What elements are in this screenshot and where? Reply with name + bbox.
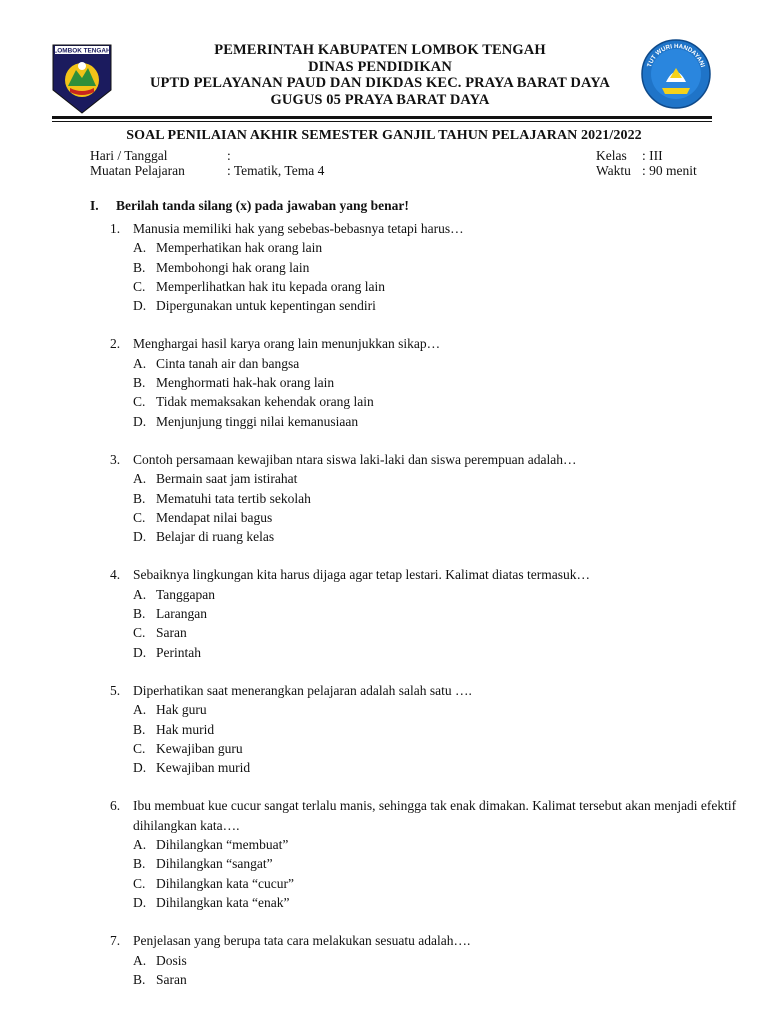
option-letter: B. — [133, 259, 146, 275]
letterhead-line: UPTD PELAYANAN PAUD DAN DIKDAS KEC. PRAYA BARAT DAYA — [149, 75, 611, 91]
question-number: 5. — [110, 682, 121, 698]
answer-option — [110, 527, 750, 546]
section-heading — [90, 198, 409, 214]
answer-option — [110, 970, 750, 989]
question-number: 2. — [110, 336, 121, 352]
option-text: Mematuhi tata tertib sekolah — [156, 490, 311, 506]
question-text: Sebaiknya lingkungan kita harus dijaga agar tetap lestari. Kalimat diatas termasuk… — [133, 567, 590, 583]
logo-left-caption: LOMBOK TENGAH — [53, 47, 111, 55]
option-letter: D. — [133, 413, 147, 429]
answer-option — [110, 835, 750, 854]
option-letter: B. — [133, 856, 146, 872]
option-letter: C. — [133, 740, 146, 756]
lombok-tengah-logo — [52, 42, 112, 114]
question-line — [110, 219, 750, 238]
answer-option — [110, 296, 750, 315]
option-text: Cinta tanah air dan bangsa — [156, 355, 300, 371]
exam-meta — [90, 147, 697, 187]
option-letter: B. — [133, 375, 146, 391]
option-letter: A. — [133, 952, 147, 968]
question-line — [110, 796, 750, 835]
question-line — [110, 450, 750, 469]
answer-option — [110, 412, 750, 431]
option-letter: C. — [133, 625, 146, 641]
answer-option — [110, 874, 750, 893]
tut-wuri-handayani-logo — [640, 38, 712, 110]
answer-option — [110, 951, 750, 970]
answer-option — [110, 739, 750, 758]
answer-option — [110, 373, 750, 392]
question-item — [110, 450, 750, 546]
option-text: Dihilangkan “sangat” — [156, 856, 273, 872]
option-letter: D. — [133, 760, 147, 776]
option-letter: A. — [133, 355, 147, 371]
section-instruction: Berilah tanda silang (x) pada jawaban yang benar! — [116, 198, 409, 213]
letterhead-line: PEMERINTAH KABUPATEN LOMBOK TENGAH — [214, 42, 546, 58]
option-letter: C. — [133, 278, 146, 294]
question-text: Contoh persamaan kewajiban ntara siswa laki-laki dan siswa perempuan adalah… — [133, 451, 577, 467]
question-item — [110, 334, 750, 430]
option-letter: A. — [133, 471, 147, 487]
option-text: Hak murid — [156, 721, 215, 737]
option-letter: D. — [133, 894, 147, 910]
question-number: 7. — [110, 933, 121, 949]
question-line — [110, 931, 750, 950]
answer-option — [110, 758, 750, 777]
question-text: Penjelasan yang berupa tata cara melakukan sesuatu adalah…. — [133, 933, 471, 949]
waktu-label: Waktu — [596, 163, 631, 178]
option-letter: D. — [133, 644, 147, 660]
answer-option — [110, 508, 750, 527]
question-list — [110, 219, 750, 1008]
option-text: Larangan — [156, 606, 207, 622]
answer-option — [110, 469, 750, 488]
option-letter: A. — [133, 837, 147, 853]
option-text: Hak guru — [156, 702, 207, 718]
option-text: Memperhatikan hak orang lain — [156, 240, 323, 256]
question-number: 4. — [110, 567, 121, 583]
answer-option — [110, 643, 750, 662]
option-letter: A. — [133, 240, 147, 256]
option-text: Tidak memaksakan kehendak orang lain — [156, 394, 374, 410]
option-text: Membohongi hak orang lain — [156, 259, 310, 275]
question-number: 1. — [110, 221, 121, 236]
question-number: 6. — [110, 798, 121, 814]
question-text: Menghargai hasil karya orang lain menunjukkan sikap… — [133, 336, 441, 352]
exam-title: SOAL PENILAIAN AKHIR SEMESTER GANJIL TAHUN PELAJARAN 2021/2022 — [126, 128, 642, 143]
option-letter: C. — [133, 394, 146, 410]
option-text: Mendapat nilai bagus — [156, 509, 273, 525]
answer-option — [110, 258, 750, 277]
option-text: Dipergunakan untuk kepentingan sendiri — [156, 298, 376, 314]
question-text: Diperhatikan saat menerangkan pelajaran adalah salah satu …. — [133, 682, 472, 698]
option-text: Dihilangkan “membuat” — [156, 837, 289, 853]
question-text: Ibu membuat kue cucur sangat terlalu manis, sehingga tak enak dimakan. Kalimat tersebut akan menjadi efektif dihilangkan kata…. — [133, 798, 737, 833]
answer-option — [110, 720, 750, 739]
logo-right-caption: TUT WURI HANDAYANI — [646, 42, 707, 69]
answer-option — [110, 623, 750, 642]
option-letter: B. — [133, 721, 146, 737]
question-item — [110, 796, 750, 912]
question-item — [110, 219, 750, 315]
option-text: Saran — [156, 971, 187, 987]
option-text: Kewajiban murid — [156, 760, 251, 776]
letterhead-divider-thick — [52, 116, 712, 119]
question-text: Manusia memiliki hak yang sebebas-bebasnya tetapi harus… — [133, 221, 464, 236]
option-letter: B. — [133, 971, 146, 987]
letterhead — [110, 42, 650, 108]
letterhead-line: GUGUS 05 PRAYA BARAT DAYA — [270, 91, 490, 108]
question-line — [110, 334, 750, 353]
option-text: Saran — [156, 625, 187, 641]
option-letter: D. — [133, 298, 147, 314]
answer-option — [110, 700, 750, 719]
option-text: Tanggapan — [156, 586, 216, 602]
option-text: Dosis — [156, 952, 187, 968]
option-letter: B. — [133, 606, 146, 622]
option-text: Perintah — [156, 644, 201, 660]
option-text: Dihilangkan kata “enak” — [156, 894, 290, 910]
waktu-value: : 90 menit — [642, 163, 697, 178]
option-letter: B. — [133, 490, 146, 506]
option-text: Menjunjung tinggi nilai kemanusiaan — [156, 413, 359, 429]
answer-option — [110, 604, 750, 623]
answer-option — [110, 893, 750, 912]
hari-label: Hari / Tanggal — [90, 148, 168, 163]
option-letter: C. — [133, 509, 146, 525]
option-text: Menghormati hak-hak orang lain — [156, 375, 335, 391]
option-text: Belajar di ruang kelas — [156, 529, 275, 545]
answer-option — [110, 354, 750, 373]
answer-option — [110, 585, 750, 604]
letterhead-divider-thin — [52, 121, 712, 122]
section-number: I. — [90, 198, 99, 213]
question-item — [110, 681, 750, 777]
option-letter: C. — [133, 875, 146, 891]
option-letter: D. — [133, 529, 147, 545]
answer-option — [110, 238, 750, 257]
option-letter: A. — [133, 586, 147, 602]
question-item — [110, 565, 750, 661]
option-text: Memperlihatkan hak itu kepada orang lain — [156, 278, 386, 294]
letterhead-line: DINAS PENDIDIKAN — [308, 58, 452, 75]
question-line — [110, 681, 750, 700]
kelas-label: Kelas — [596, 148, 627, 163]
answer-option — [110, 854, 750, 873]
kelas-value: : III — [642, 148, 663, 163]
answer-option — [110, 489, 750, 508]
question-line — [110, 565, 750, 584]
answer-option — [110, 392, 750, 411]
question-number: 3. — [110, 451, 121, 467]
muatan-value: : Tematik, Tema 4 — [227, 163, 325, 178]
option-text: Kewajiban guru — [156, 740, 243, 756]
option-text: Dihilangkan kata “cucur” — [156, 875, 294, 891]
muatan-label: Muatan Pelajaran — [90, 163, 185, 178]
question-item — [110, 931, 750, 989]
hari-value: : — [227, 148, 231, 163]
option-text: Bermain saat jam istirahat — [156, 471, 298, 487]
answer-option — [110, 277, 750, 296]
option-letter: A. — [133, 702, 147, 718]
